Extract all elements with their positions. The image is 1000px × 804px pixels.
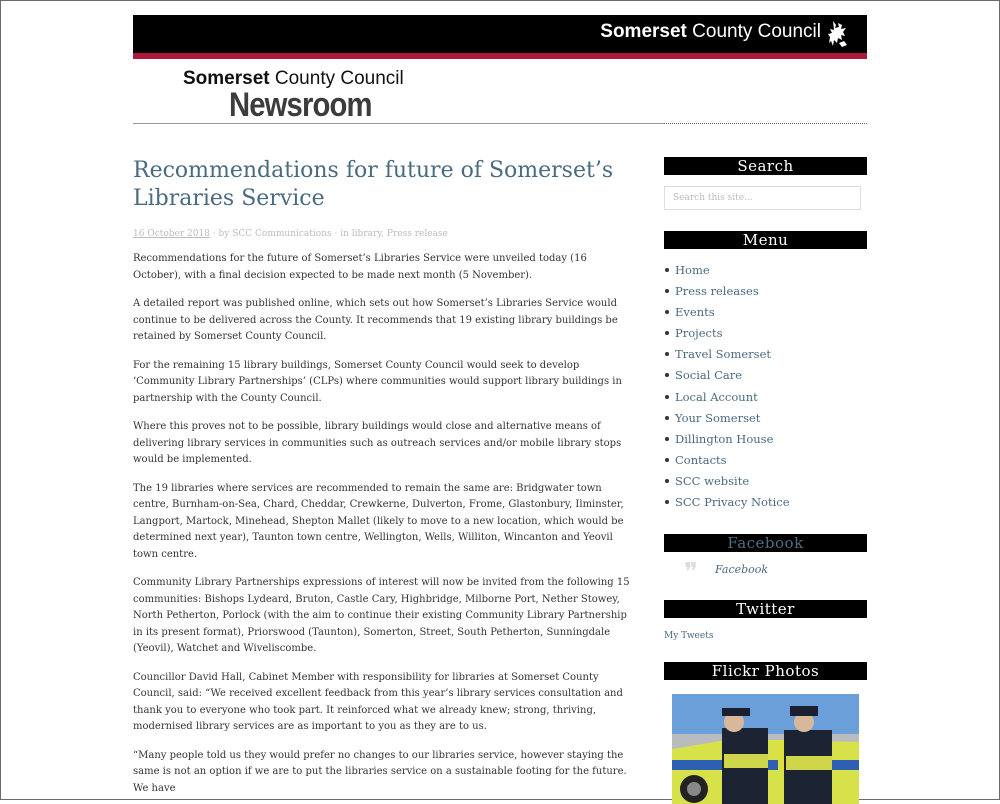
search-input[interactable]	[664, 186, 861, 210]
menu-item-scc-website[interactable]	[664, 471, 867, 492]
menu-link[interactable]: Your Somerset	[675, 410, 761, 425]
category-link-library[interactable]: library	[351, 229, 382, 239]
newsroom-council-name: Somerset County Council	[183, 68, 404, 89]
my-tweets-link[interactable]: My Tweets	[664, 631, 714, 642]
facebook-widget-title: Facebook	[664, 534, 867, 552]
menu-item-travel-somerset[interactable]	[664, 344, 867, 365]
menu-item-contacts[interactable]	[664, 450, 867, 471]
flickr-photo-thumbnail[interactable]	[672, 694, 859, 804]
menu-link[interactable]: Projects	[675, 326, 723, 341]
menu-item-local-account[interactable]	[664, 387, 867, 408]
search-widget-title: Search	[664, 157, 867, 175]
header-divider-dotted	[664, 123, 867, 124]
flickr-photo-image	[672, 694, 859, 804]
crest-icon	[825, 19, 851, 49]
article-paragraph: Councillor David Hall, Cabinet Member with responsibility for libraries at Somerset County Council, said: “We received excellent feedback from this year’s library services consultation and thank you to everyone who took part. It reinforced what we already knew; strong, thriving, modernised library services are as important to you as they are to us.	[133, 671, 623, 732]
facebook-widget	[664, 558, 867, 589]
menu-link[interactable]: SCC Privacy Notice	[675, 495, 790, 510]
post-date-link[interactable]: 16 October 2018	[133, 229, 210, 239]
article-paragraph: Community Library Partnerships expressions of interest will now be invited from the following 15 communities: Bishops Lydeard, Bruton, Castle Cary, Highbridge, Milborne Port, Nether Stowey, North Petherton, Porlock (with the aim to continue their existing Community Library Partnership in its present format), Priorswood (Taunton), Somerton, Street, South Petherton, Sunningdale (Yeovil), Watchet and Wiveliscombe.	[133, 577, 630, 654]
quote-icon: ❞	[684, 558, 698, 589]
newsroom-logo[interactable]	[183, 68, 404, 124]
menu-link[interactable]: Local Account	[675, 389, 758, 404]
menu-link[interactable]: Dillington House	[675, 431, 774, 446]
article-paragraph: Where this proves not to be possible, library buildings would close and alternative means of delivering library services in communities such as outreach services and/or mobile library stops would be implemented.	[133, 421, 622, 465]
menu-item-press-releases[interactable]	[664, 281, 867, 302]
menu-item-home[interactable]	[664, 260, 867, 281]
menu-item-dillington-house[interactable]	[664, 429, 867, 450]
menu-item-social-care[interactable]	[664, 365, 867, 386]
menu-link[interactable]: Travel Somerset	[675, 347, 771, 362]
article-paragraph: Recommendations for the future of Somerset’s Libraries Service were unveiled today (16 October), with a final decision expected to be made next month (5 November).	[133, 253, 587, 281]
menu-item-your-somerset[interactable]	[664, 408, 867, 429]
menu-item-events[interactable]	[664, 302, 867, 323]
article-paragraph: A detailed report was published online, which sets out how Somerset’s Libraries Service would continue to be delivered across the County. It recommends that 19 existing library buildings be retained by Somerset County Council.	[133, 298, 618, 342]
menu-item-projects[interactable]	[664, 323, 867, 344]
post-author-link[interactable]: SCC Communications	[232, 229, 332, 239]
twitter-widget-title: Twitter	[664, 600, 867, 618]
post-meta: 16 October 2018 · by SCC Communications · in library, Press release	[133, 229, 448, 239]
menu-link[interactable]: Home	[675, 263, 710, 277]
newsroom-wordmark: Newsroom	[229, 86, 372, 124]
article-paragraph: The 19 libraries where services are recommended to remain the same are: Bridgwater town centre, Burnham-on-Sea, Chard, Cheddar, Crewkerne, Dulverton, Frome, Glastonbury, Ilminster, Langport, Martock, Minehead, Shepton Mallet (likely to move to a new location, which would be determined next year), Taunton town centre, Wellington, Wells, Williton, Wincanton and Yeovil town centre.	[133, 482, 624, 560]
council-logo-link[interactable]: Somerset County Council	[600, 21, 821, 42]
category-link-press-release[interactable]: Press release	[386, 229, 448, 239]
menu-link[interactable]: Contacts	[675, 452, 727, 467]
menu-link[interactable]: Events	[675, 305, 715, 320]
sidebar	[664, 157, 867, 804]
facebook-link[interactable]: Facebook	[715, 563, 769, 577]
sidebar-menu	[664, 260, 867, 513]
menu-link[interactable]: SCC website	[675, 473, 750, 488]
article-paragraph: “Many people told us they would prefer no changes to our libraries service, however staying the same is not an option if we are to put the libraries service on a sustainable footing for the future. We have	[133, 749, 627, 794]
menu-link[interactable]: Press releases	[675, 284, 759, 299]
by-label: by	[218, 229, 230, 239]
article-paragraph: For the remaining 15 library buildings, Somerset County Council would seek to develop ‘Community Library Partnerships’ (CLPs) where communities would support library buildings in partnership with the County Council.	[133, 359, 622, 404]
menu-link[interactable]: Social Care	[675, 368, 743, 383]
article	[133, 157, 633, 797]
in-label: in	[340, 229, 349, 239]
flickr-widget-title: Flickr Photos	[664, 662, 867, 680]
post-title: Recommendations for future of Somerset’s Libraries Service	[133, 158, 614, 211]
council-top-bar	[133, 15, 867, 59]
menu-widget-title: Menu	[664, 231, 867, 249]
menu-item-scc-privacy-notice[interactable]	[664, 492, 867, 513]
